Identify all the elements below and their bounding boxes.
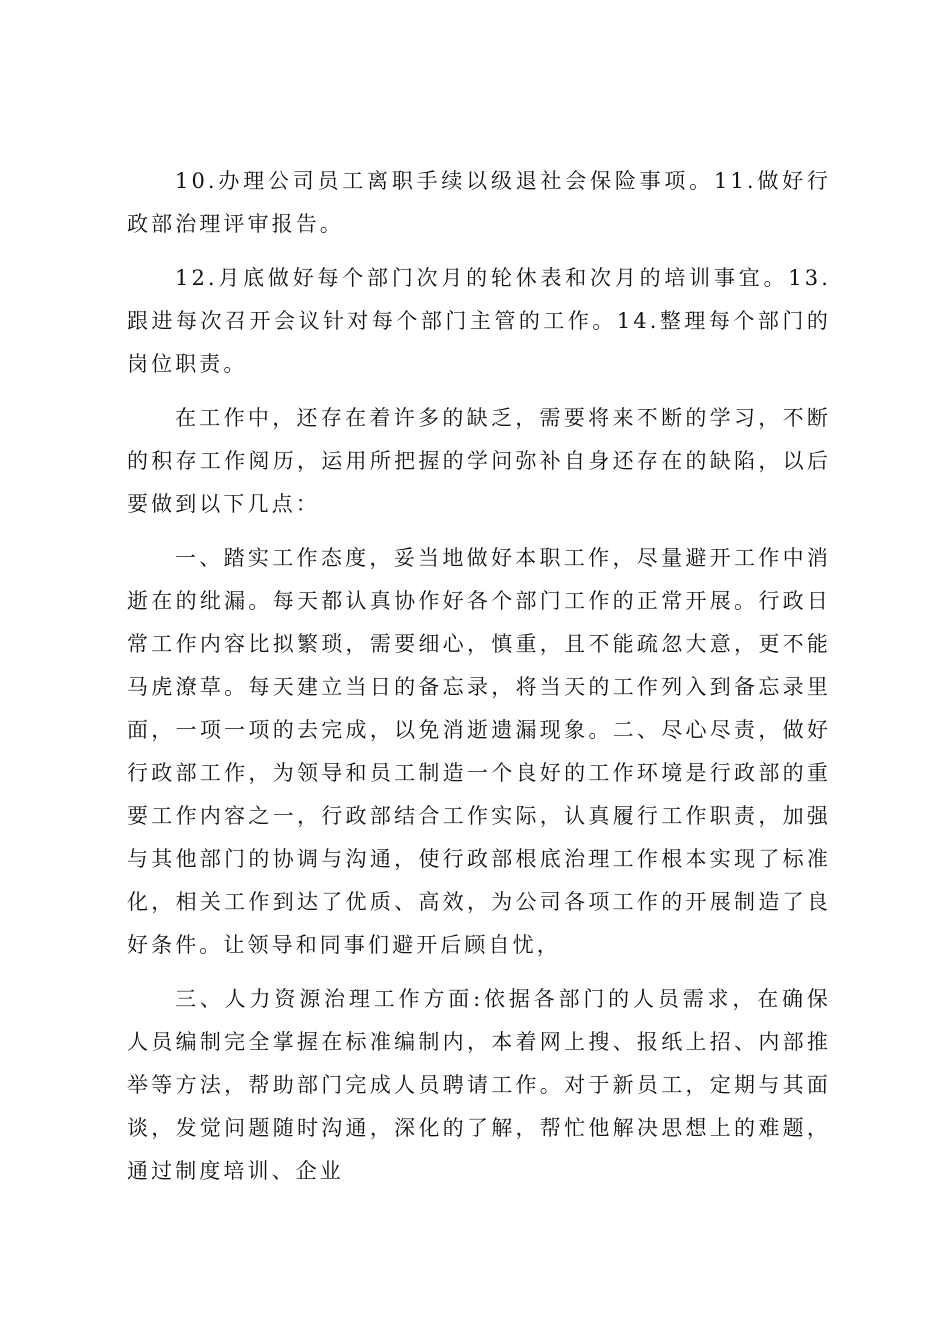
paragraph-resignation-procedures: 10.办理公司员工离职手续以级退社会保险事项。11.做好行政部治理评审报告。 xyxy=(127,169,831,236)
paragraph-monthly-schedule: 12.月底做好每个部门次月的轮休表和次月的培训事宜。13.跟进每次召开会议针对每个部门主管的工作。14.整理每个部门的岗位职责。 xyxy=(127,266,831,376)
paragraph-human-resources: 三、人力资源治理工作方面:依据各部门的人员需求，在确保人员编制完全掌握在标准编制内，本着网上搜、报纸上招、内部推举等方法，帮助部门完成人员聘请工作。对于新员工，定期与其面谈，发觉问题随时沟通，深化的了解，帮忙他解决思想上的难题，通过制度培训、企业 xyxy=(127,987,831,1183)
paragraph-shortcomings: 在工作中，还存在着许多的缺乏，需要将来不断的学习，不断的积存工作阅历，运用所把握的学问弥补自身还存在的缺陷，以后要做到以下几点： xyxy=(127,406,831,516)
document-body xyxy=(127,160,831,1204)
paragraph-work-attitude: 一、踏实工作态度，妥当地做好本职工作，尽量避开工作中消逝在的纰漏。每天都认真协作好各个部门工作的正常开展。行政日常工作内容比拟繁琐，需要细心，慎重，且不能疏忽大意，更不能马虎潦草。每天建立当日的备忘录，将当天的工作列入到备忘录里面，一项一项的去完成，以免消逝遗漏现象。二、尽心尽责，做好行政部工作，为领导和员工制造一个良好的工作环境是行政部的重要工作内容之一，行政部结合工作实际，认真履行工作职责，加强与其他部门的协调与沟通，使行政部根底治理工作根本实现了标准化，相关工作到达了优质、高效，为公司各项工作的开展制造了良好条件。让领导和同事们避开后顾自忧， xyxy=(127,546,831,957)
